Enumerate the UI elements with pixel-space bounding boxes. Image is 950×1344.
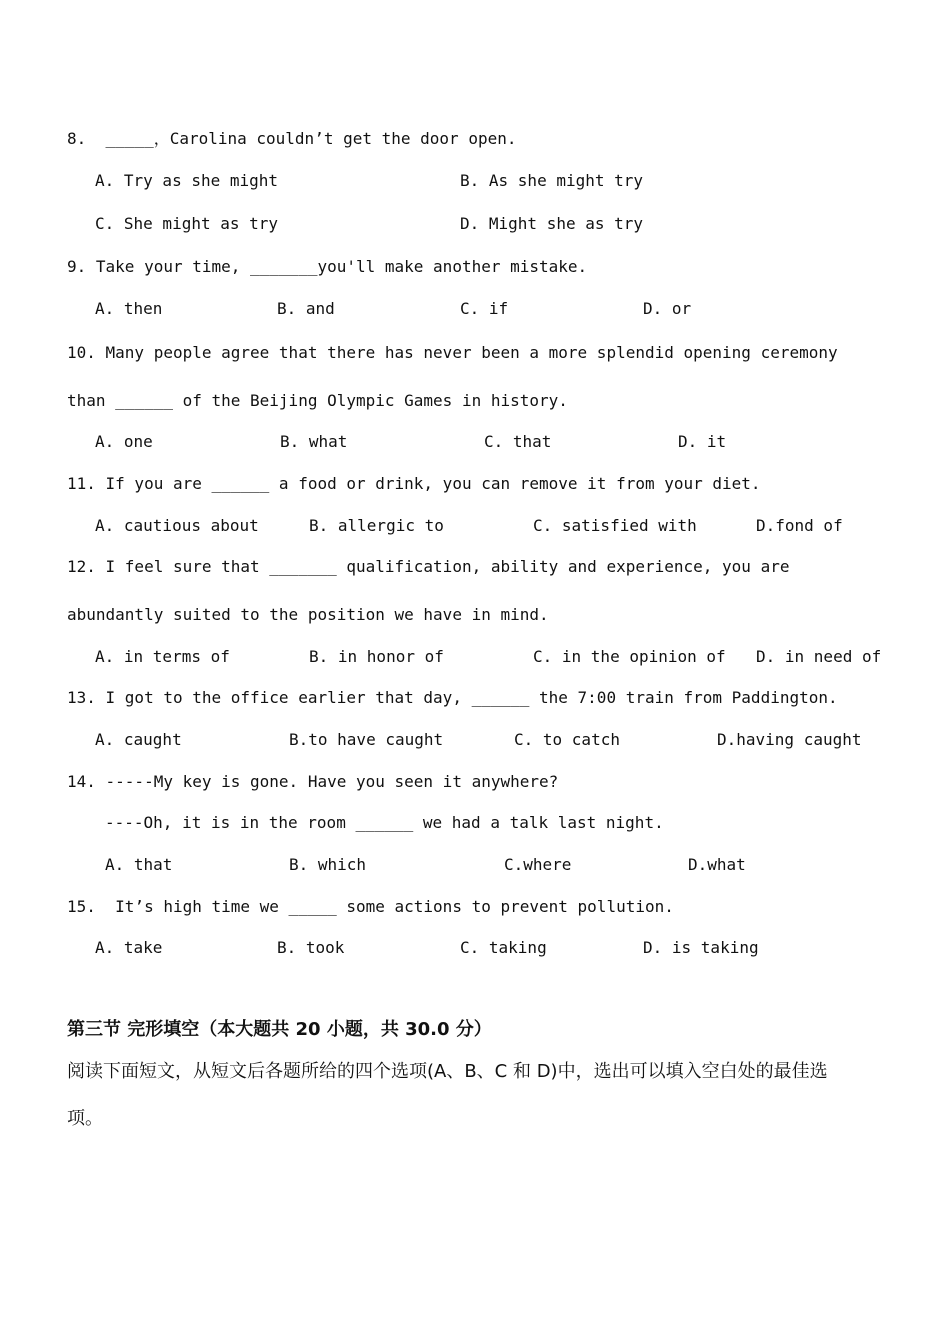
question-12-option-d: D. in need of: [756, 647, 882, 666]
question-9-option-c: C. if: [460, 299, 509, 318]
question-10-option-a: A. one: [95, 432, 153, 451]
question-8-stem: 8. _____，Carolina couldn’t get the door open.: [67, 129, 517, 148]
question-10-option-b: B. what: [280, 432, 348, 451]
question-9-stem: 9. Take your time, _______you'll make another mistake.: [67, 257, 588, 276]
question-10-stem-line-2: than ______ of the Beijing Olympic Games in history.: [67, 391, 568, 410]
question-15-option-d: D. is taking: [643, 938, 759, 957]
question-13-option-d: D.having caught: [717, 730, 862, 749]
question-9-option-d: D. or: [643, 299, 692, 318]
question-14-stem-line-2: ----Oh, it is in the room ______ we had a talk last night.: [105, 813, 664, 832]
question-12-option-a: A. in terms of: [95, 647, 230, 666]
question-8-option-a: A. Try as she might: [95, 171, 279, 190]
question-13-option-b: B.to have caught: [289, 730, 444, 749]
question-8-option-c: C. She might as try: [95, 214, 279, 233]
question-12-stem-line-1: 12. I feel sure that _______ qualification, ability and experience, you are: [67, 557, 790, 576]
question-9-option-a: A. then: [95, 299, 163, 318]
question-15-option-c: C. taking: [460, 938, 547, 957]
question-11-option-b: B. allergic to: [309, 516, 444, 535]
question-12-option-b: B. in honor of: [309, 647, 444, 666]
question-8-option-d: D. Might she as try: [460, 214, 644, 233]
question-13-option-a: A. caught: [95, 730, 182, 749]
question-15-option-b: B. took: [277, 938, 345, 957]
question-15-stem: 15. It’s high time we _____ some actions to prevent pollution.: [67, 897, 674, 916]
question-15-option-a: A. take: [95, 938, 163, 957]
question-8-option-b: B. As she might try: [460, 171, 644, 190]
question-10-option-d: D. it: [678, 432, 727, 451]
question-11-option-d: D.fond of: [756, 516, 843, 535]
question-10-option-c: C. that: [484, 432, 552, 451]
question-14-option-a: A. that: [105, 855, 173, 874]
question-14-option-d: D.what: [688, 855, 746, 874]
question-14-option-c: C.where: [504, 855, 572, 874]
question-12-stem-line-2: abundantly suited to the position we have in mind.: [67, 605, 549, 624]
section-instructions-line-1: 阅读下面短文，从短文后各题所给的四个选项(A、B、C 和 D)中，选出可以填入空白处的最佳选: [67, 1061, 828, 1082]
question-11-stem: 11. If you are ______ a food or drink, you can remove it from your diet.: [67, 474, 761, 493]
question-14-stem-line-1: 14. -----My key is gone. Have you seen it anywhere?: [67, 772, 559, 791]
section-instructions-line-2: 项。: [67, 1108, 103, 1129]
question-13-stem: 13. I got to the office earlier that day, ______ the 7:00 train from Paddington.: [67, 688, 838, 707]
question-12-option-c: C. in the opinion of: [533, 647, 726, 666]
question-11-option-a: A. cautious about: [95, 516, 259, 535]
section-title: 第三节 完形填空（本大题共 20 小题，共 30.0 分）: [67, 1019, 492, 1040]
question-14-option-b: B. which: [289, 855, 367, 874]
question-10-stem-line-1: 10. Many people agree that there has never been a more splendid opening ceremony: [67, 343, 838, 362]
question-13-option-c: C. to catch: [514, 730, 620, 749]
question-9-option-b: B. and: [277, 299, 335, 318]
question-11-option-c: C. satisfied with: [533, 516, 697, 535]
